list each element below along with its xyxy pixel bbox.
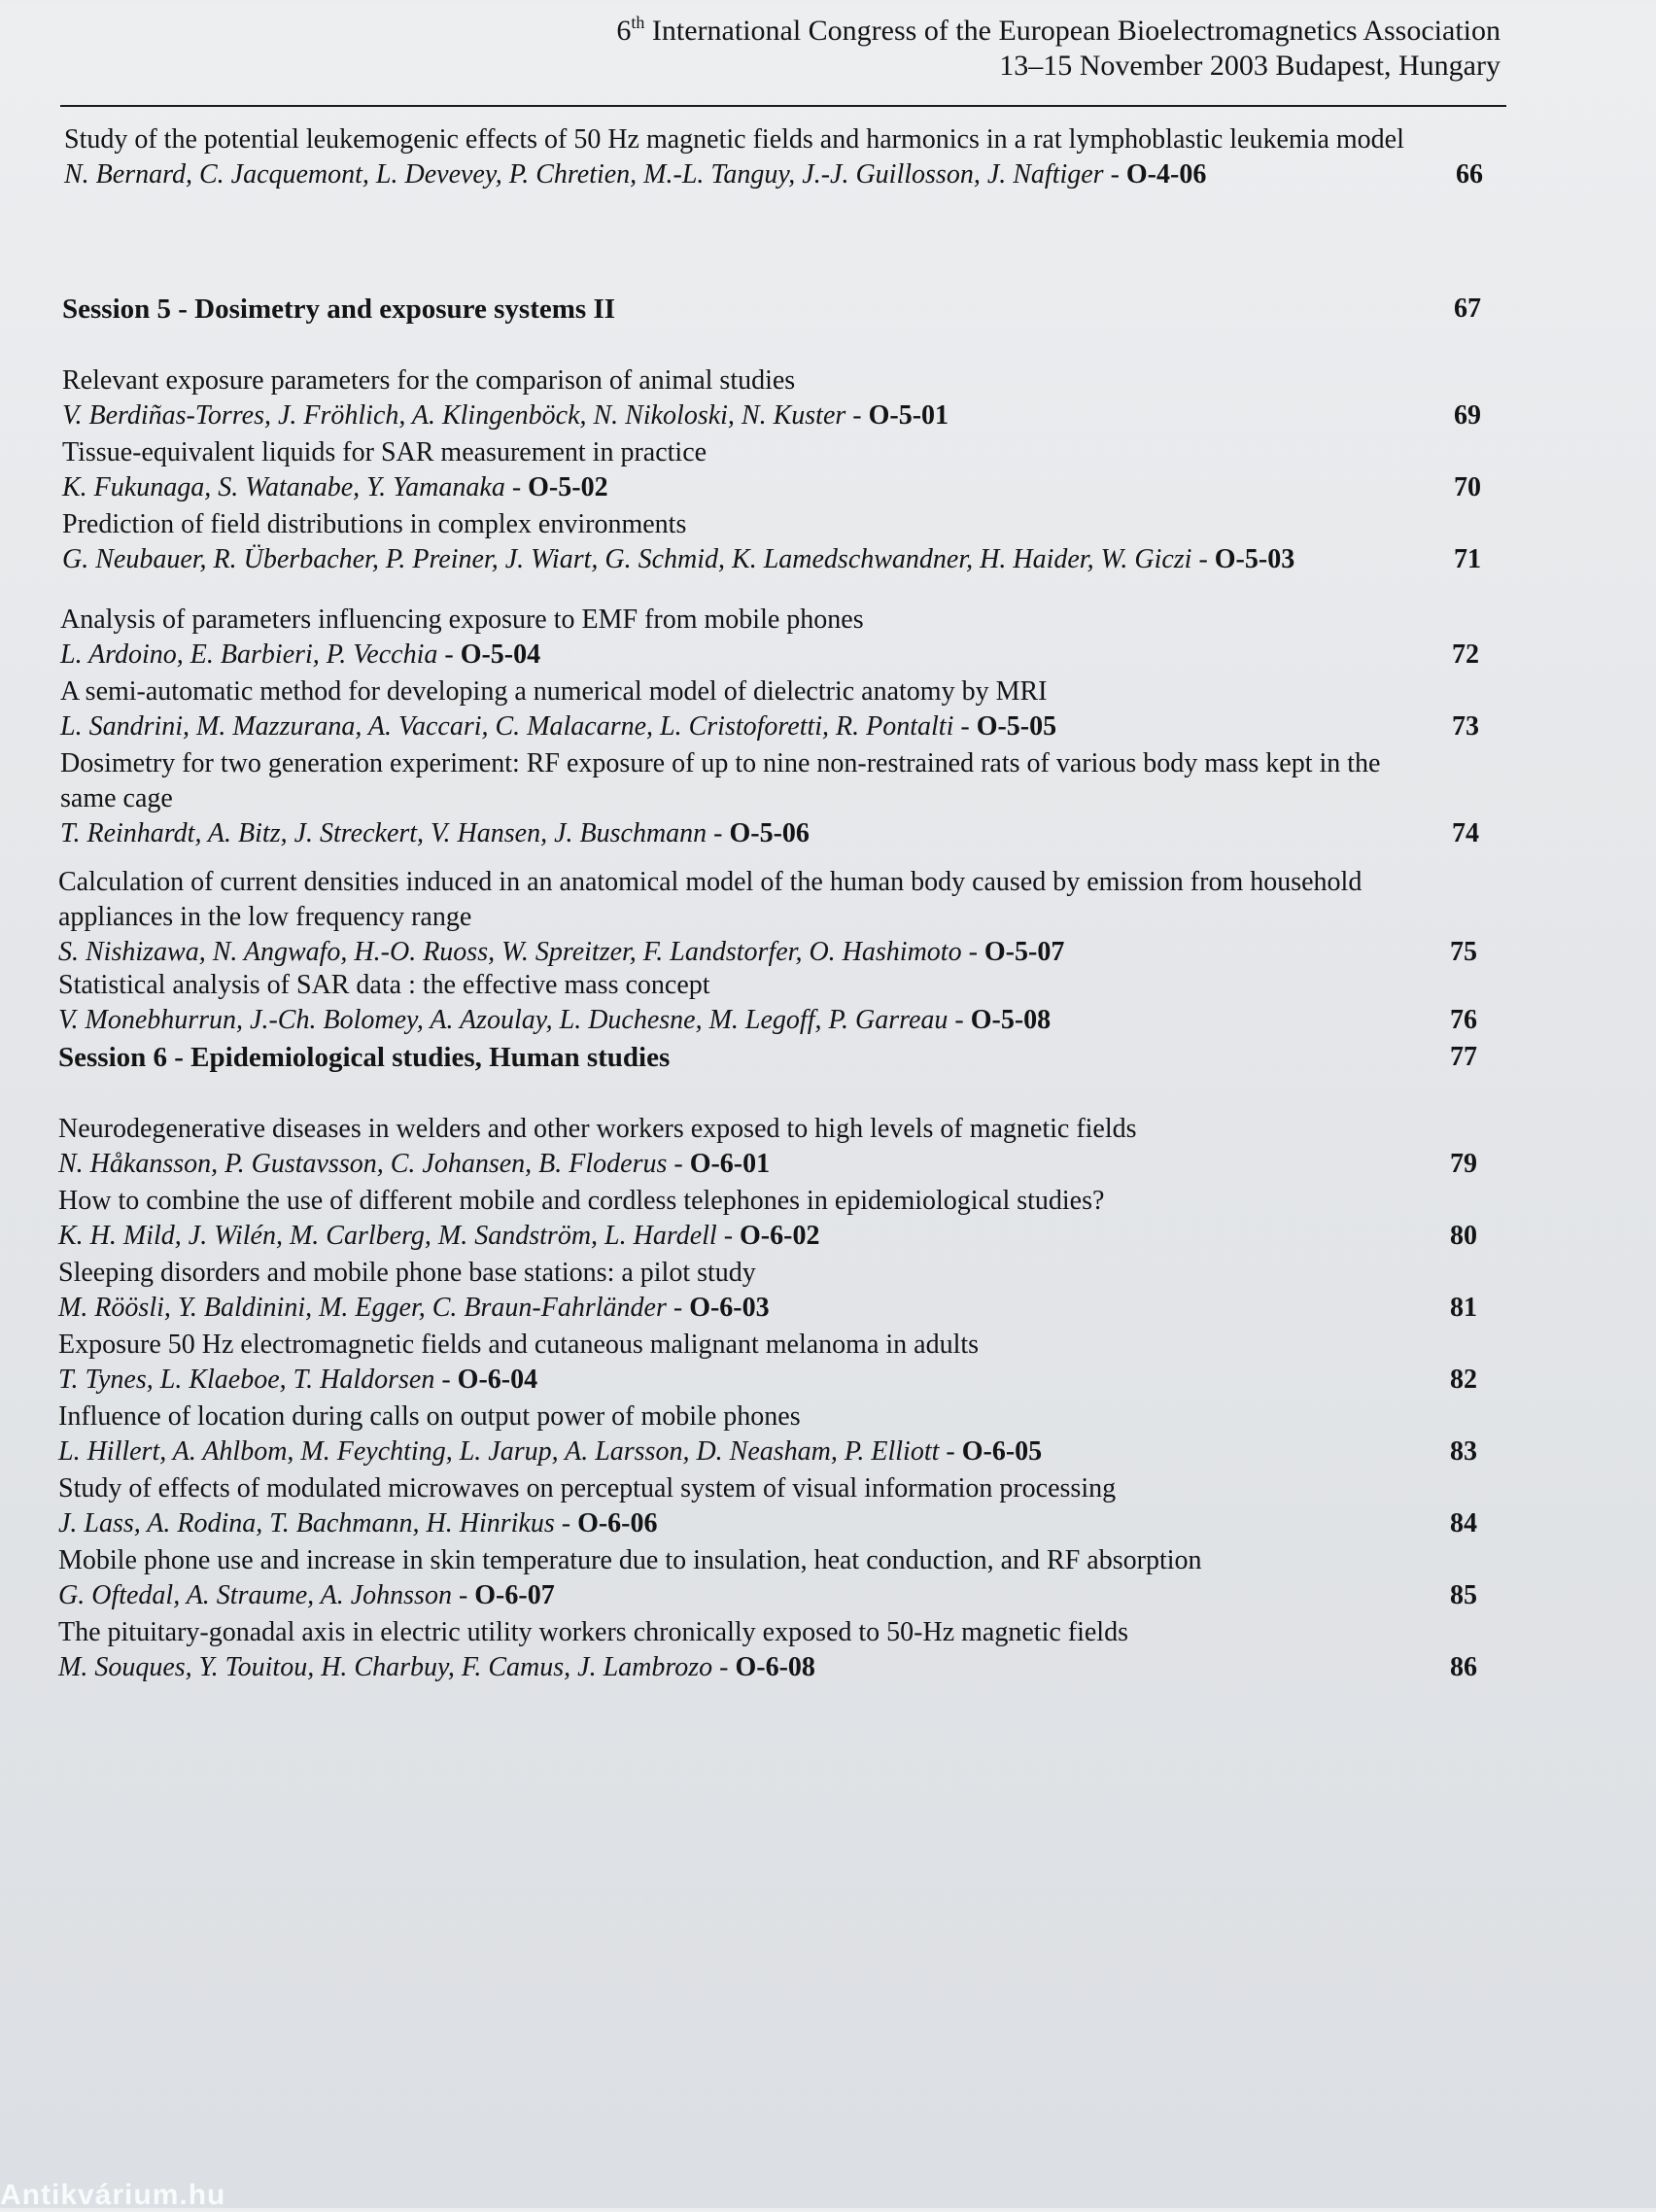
entry-authors: V. Berdiñas-Torres, J. Fröhlich, A. Klingenböck, N. Nikoloski, N. Kuster [62, 400, 846, 431]
entry-authors: T. Tynes, L. Klaeboe, T. Haldorsen [58, 1365, 435, 1395]
entry-authors: K. H. Mild, J. Wilén, M. Carlberg, M. Sandström, L. Hardell [58, 1221, 717, 1251]
entry-code: O-6-01 [689, 1149, 771, 1179]
code-separator: - [948, 1005, 971, 1035]
header-ordinal-suffix: th [631, 13, 645, 32]
entry-text [62, 435, 1403, 505]
entry-authors: J. Lass, A. Rodina, T. Bachmann, H. Hinrikus [58, 1508, 555, 1538]
code-separator: - [953, 711, 977, 742]
entry-title: Influence of location during calls on output power of mobile phones [58, 1401, 801, 1432]
toc-entry [60, 603, 1479, 673]
page-number: 85 [1450, 1580, 1477, 1610]
entry-text [64, 122, 1405, 192]
header-divider [60, 105, 1506, 107]
code-separator: - [716, 1221, 741, 1251]
entry-code: O-6-08 [735, 1652, 815, 1682]
header-ordinal-number: 6 [616, 15, 632, 47]
toc-entry [60, 674, 1479, 744]
entry-code: O-5-06 [729, 818, 810, 848]
page-number: 84 [1450, 1508, 1477, 1538]
entry-title: Analysis of parameters influencing exposure to EMF from mobile phones [60, 605, 864, 635]
entry-authors: S. Nishizawa, N. Angwafo, H.-O. Ruoss, W. Spreitzer, F. Landstorfer, O. Hashimoto [58, 937, 962, 967]
entry-text [60, 603, 1401, 673]
toc-entry [58, 1543, 1477, 1613]
entry-authors: K. Fukunaga, S. Watanabe, Y. Yamanaka [62, 472, 505, 502]
entry-code: O-5-05 [976, 711, 1057, 742]
header-date-location: 13–15 November 2003 Budapest, Hungary [999, 50, 1501, 82]
page-number: 81 [1450, 1293, 1477, 1323]
entry-title: Calculation of current densities induced in an anatomical model of the human body caused by emission from household appliances in the low frequency range [58, 867, 1363, 932]
code-separator: - [707, 818, 730, 848]
page-number: 67 [1454, 294, 1481, 324]
entry-title: Study of the potential leukemogenic effects of 50 Hz magnetic fields and harmonics in a rat lymphoblastic leukemia model [64, 124, 1404, 155]
session-title: Session 5 - Dosimetry and exposure systems II [62, 294, 616, 325]
entry-code: O-6-07 [474, 1580, 555, 1610]
entry-authors: N. Bernard, C. Jacquemont, L. Devevey, P. Chretien, M.-L. Tanguy, J.-J. Guillosson, J. Naftiger [64, 159, 1104, 190]
entry-code: O-6-05 [961, 1436, 1043, 1467]
page-number: 83 [1450, 1436, 1477, 1467]
entry-text [58, 865, 1399, 970]
code-separator: - [434, 1365, 458, 1395]
entry-authors: L. Hillert, A. Ahlbom, M. Feychting, L. Jarup, A. Larsson, D. Neasham, P. Elliott [58, 1436, 940, 1467]
page-number: 74 [1452, 818, 1479, 848]
entry-text [58, 1112, 1399, 1182]
toc-entry [58, 1328, 1477, 1398]
congress-header [616, 14, 1501, 84]
entry-code: O-5-02 [528, 472, 608, 502]
toc-entry [58, 1256, 1477, 1326]
page-number: 80 [1450, 1221, 1477, 1251]
entry-title: Sleeping disorders and mobile phone base stations: a pilot study [58, 1258, 756, 1288]
entry-text [60, 746, 1401, 851]
entry-code: O-5-04 [460, 639, 541, 670]
entry-code: O-6-03 [689, 1293, 770, 1323]
page-number: 70 [1454, 472, 1481, 502]
entry-text [58, 1615, 1399, 1685]
toc-entry [58, 1112, 1477, 1182]
entry-authors: M. Souques, Y. Touitou, H. Charbuy, F. Camus, J. Lambrozo [58, 1652, 713, 1682]
code-separator: - [504, 472, 529, 502]
entry-title: How to combine the use of different mobile and cordless telephones in epidemiological studies? [58, 1186, 1105, 1216]
entry-text [58, 1400, 1399, 1469]
header-line-1 [616, 14, 1501, 49]
entry-code: O-5-08 [970, 1005, 1052, 1035]
entry-authors: G. Neubauer, R. Überbacher, P. Preiner, J. Wiart, G. Schmid, K. Lamedschwandner, H. Haider, W. Giczi [62, 544, 1192, 574]
entry-text [60, 674, 1401, 744]
entry-code: O-6-06 [577, 1508, 658, 1538]
page-number: 79 [1450, 1149, 1477, 1179]
entry-text [58, 1471, 1399, 1541]
toc-entry [58, 968, 1477, 1038]
session-title: Session 6 - Epidemiological studies, Human studies [58, 1042, 671, 1073]
code-separator: - [961, 937, 984, 967]
toc-entry [58, 1184, 1477, 1254]
code-separator: - [437, 639, 461, 670]
toc-entry [58, 1400, 1477, 1469]
code-separator: - [667, 1149, 690, 1179]
entry-code: O-5-07 [983, 937, 1065, 967]
watermark: Antikvárium.hu [0, 2179, 226, 2211]
toc-entry [58, 1615, 1477, 1685]
entry-text [62, 363, 1403, 433]
code-separator: - [1103, 159, 1126, 190]
code-separator: - [451, 1580, 475, 1610]
session-heading [62, 292, 1481, 327]
entry-title: Neurodegenerative diseases in welders and other workers exposed to high levels of magnetic fields [58, 1114, 1137, 1144]
entry-title: A semi-automatic method for developing a numerical model of dielectric anatomy by MRI [60, 676, 1048, 707]
session-heading [58, 1040, 1477, 1075]
entry-text [58, 1184, 1399, 1254]
code-separator: - [845, 400, 869, 431]
code-separator: - [554, 1508, 578, 1538]
code-separator: - [712, 1652, 736, 1682]
entry-code: O-6-02 [740, 1221, 820, 1251]
entry-title: Relevant exposure parameters for the comparison of animal studies [62, 365, 796, 396]
entry-title: Tissue-equivalent liquids for SAR measurement in practice [62, 437, 707, 467]
page-number: 86 [1450, 1652, 1477, 1682]
entry-text [58, 968, 1399, 1038]
page-number: 77 [1450, 1042, 1477, 1072]
entry-title: Statistical analysis of SAR data : the effective mass concept [58, 970, 710, 1000]
entry-title: Mobile phone use and increase in skin temperature due to insulation, heat conduction, and RF absorption [58, 1545, 1202, 1575]
entry-title: Dosimetry for two generation experiment: RF exposure of up to nine non-restrained rats of various body mass kept in the same cage [60, 748, 1381, 813]
header-congress-name: International Congress of the European Bioelectromagnetics Association [644, 15, 1501, 47]
entry-code: O-4-06 [1125, 159, 1207, 190]
entry-title: Exposure 50 Hz electromagnetic fields and cutaneous malignant melanoma in adults [58, 1330, 980, 1360]
entry-text [58, 1328, 1399, 1398]
entry-code: O-6-04 [457, 1365, 538, 1395]
page-number: 72 [1452, 639, 1479, 670]
entry-title: The pituitary-gonadal axis in electric utility workers chronically exposed to 50-Hz magnetic fields [58, 1617, 1128, 1647]
toc-entry [58, 865, 1477, 970]
toc-entry [62, 363, 1481, 433]
entry-code: O-5-03 [1214, 544, 1295, 574]
entry-authors: G. Oftedal, A. Straume, A. Johnsson [58, 1580, 452, 1610]
page-number: 82 [1450, 1365, 1477, 1395]
entry-title: Prediction of field distributions in complex environments [62, 509, 687, 539]
toc-entry [58, 1471, 1477, 1541]
entry-text [62, 507, 1403, 577]
entry-authors: L. Ardoino, E. Barbieri, P. Vecchia [60, 639, 438, 670]
entry-authors: N. Håkansson, P. Gustavsson, C. Johansen, B. Floderus [58, 1149, 668, 1179]
page-number: 69 [1454, 400, 1481, 431]
entry-title: Study of effects of modulated microwaves on perceptual system of visual information processing [58, 1473, 1117, 1503]
entry-authors: M. Röösli, Y. Baldinini, M. Egger, C. Braun-Fahrländer [58, 1293, 667, 1323]
page-number: 71 [1454, 544, 1481, 574]
entry-authors: L. Sandrini, M. Mazzurana, A. Vaccari, C. Malacarne, L. Cristoforetti, R. Pontalti [60, 711, 954, 742]
entry-code: O-5-01 [868, 400, 949, 431]
toc-entry [62, 507, 1481, 577]
entry-text [58, 1256, 1399, 1326]
code-separator: - [939, 1436, 962, 1467]
toc-entry [64, 122, 1483, 192]
page-number: 76 [1450, 1005, 1477, 1035]
page-number: 66 [1456, 159, 1483, 190]
entry-authors: T. Reinhardt, A. Bitz, J. Streckert, V. Hansen, J. Buschmann [60, 818, 707, 848]
toc-entry [60, 746, 1479, 851]
code-separator: - [1191, 544, 1215, 574]
page-number: 75 [1450, 937, 1477, 967]
page-number: 73 [1452, 711, 1479, 742]
entry-authors: V. Monebhurrun, J.-Ch. Bolomey, A. Azoulay, L. Duchesne, M. Legoff, P. Garreau [58, 1005, 949, 1035]
toc-entry [62, 435, 1481, 505]
code-separator: - [666, 1293, 690, 1323]
entry-text [58, 1543, 1399, 1613]
